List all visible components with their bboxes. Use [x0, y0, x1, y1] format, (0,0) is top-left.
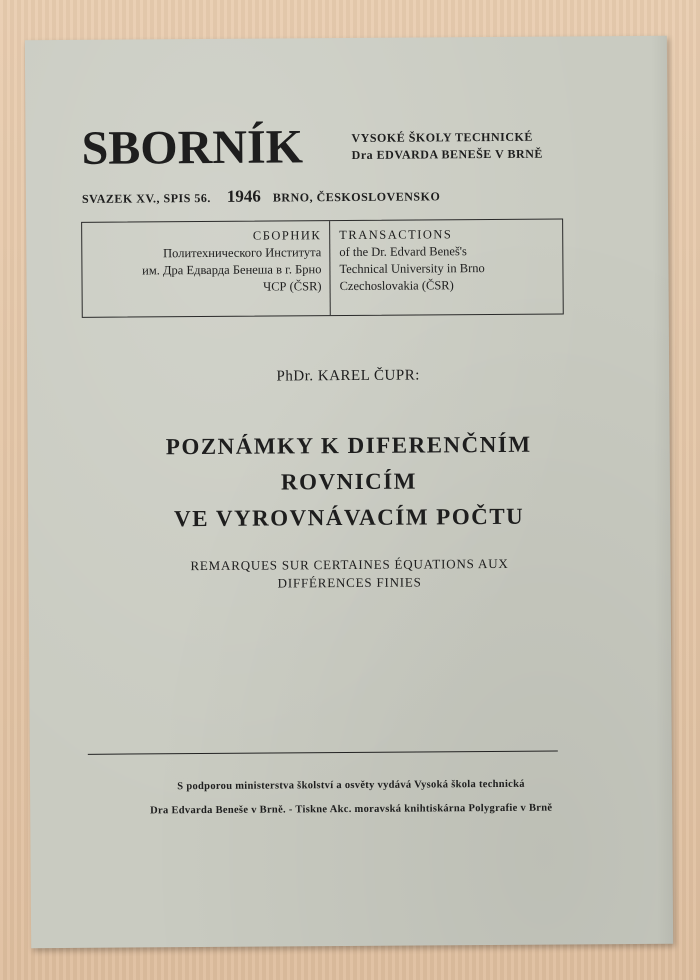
issue-year: 1946 [226, 186, 261, 206]
english-line-2: of the Dr. Edvard Beneš's [339, 244, 467, 260]
russian-title-block [82, 221, 331, 317]
author-name: PhDr. KAREL ČUPR: [276, 367, 420, 385]
footer-line-2: Dra Edvarda Beneše v Brně. - Tiskne Akc. moravská knihtiskárna Polygrafie v Brně [150, 802, 553, 817]
russian-line-4: ЧСР (ČSR) [263, 279, 322, 294]
russian-line-2: Политехнического Института [163, 245, 322, 261]
article-title-line-3: VE VYROVNÁVACÍM POČTU [174, 503, 525, 532]
article-title-line-2: ROVNICÍM [280, 468, 417, 495]
russian-line-3: им. Дра Едварда Бенеша в г. Брно [142, 262, 322, 278]
article-title-line-1: POZNÁMKY K DIFERENČNÍM [165, 431, 532, 460]
document-page [25, 36, 673, 948]
issue-line [82, 184, 582, 207]
footer-divider [88, 751, 558, 755]
masthead [81, 120, 581, 173]
english-line-3: Technical University in Brno [339, 261, 485, 277]
english-title-block [331, 220, 563, 316]
institution-name [351, 129, 542, 164]
institution-line-1: VYSOKÉ ŠKOLY TECHNICKÉ [351, 129, 533, 145]
english-line-1: TRANSACTIONS [339, 227, 453, 243]
russian-line-1: СБОРНИК [252, 228, 322, 243]
journal-title: SBORNÍK [81, 120, 304, 175]
volume-number: SVAZEK XV., SPIS 56. [81, 190, 211, 206]
institution-line-2: Dra EDVARDA BENEŠE V BRNĚ [351, 146, 543, 162]
footer-line-1: S podporou ministerstva školství a osvěty vydává Vysoká škola technická [177, 778, 525, 793]
article-subtitle [28, 554, 670, 594]
english-line-4: Czechoslovakia (ČSR) [339, 278, 454, 294]
publisher-footer [30, 772, 672, 824]
article-subtitle-line-1: REMARQUES SUR CERTAINES ÉQUATIONS AUX [190, 555, 509, 574]
article-subtitle-line-2: DIFFÉRENCES FINIES [277, 574, 422, 591]
article-title [28, 426, 671, 538]
issue-place: BRNO, ČESKOSLOVENSKO [272, 189, 441, 205]
translation-box [81, 218, 564, 317]
